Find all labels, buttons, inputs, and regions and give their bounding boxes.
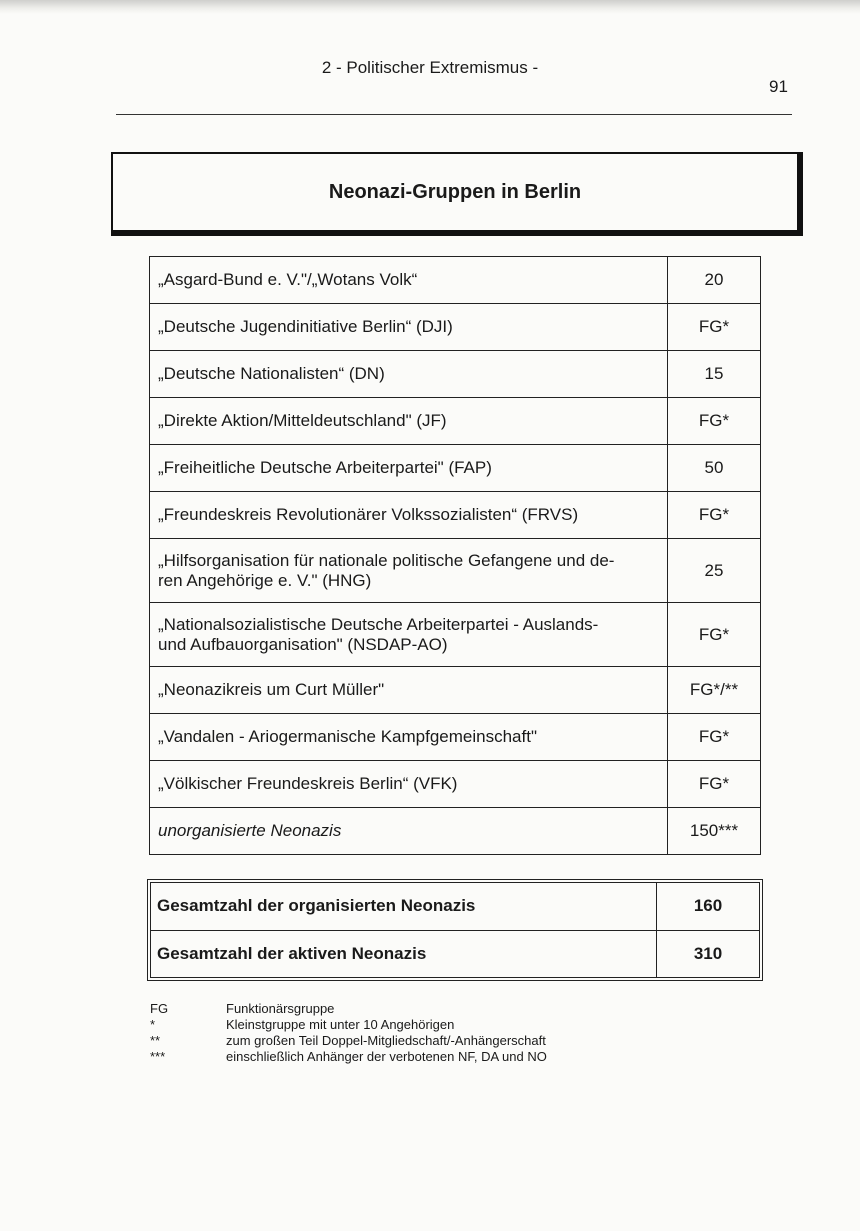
group-count: FG*	[668, 492, 761, 539]
legend-key: FG	[150, 1001, 169, 1016]
table-row	[150, 492, 761, 539]
legend	[150, 1001, 547, 1065]
group-name: unorganisierte Neonazis	[150, 808, 668, 855]
group-name: „Asgard-Bund e. V."/„Wotans Volk“	[150, 257, 668, 304]
legend-key: ***	[150, 1049, 166, 1064]
group-name	[150, 539, 668, 603]
legend-item	[150, 1017, 547, 1033]
title-box	[111, 152, 803, 236]
group-name: „Direkte Aktion/Mitteldeutschland" (JF)	[150, 398, 668, 445]
legend-text: zum großen Teil Doppel-Mitgliedschaft/-Anhängerschaft	[226, 1033, 546, 1048]
page-title: Neonazi-Gruppen in Berlin	[328, 180, 582, 203]
group-name: „Neonazikreis um Curt Müller"	[150, 667, 668, 714]
group-count: FG*	[668, 714, 761, 761]
group-name: „Deutsche Nationalisten“ (DN)	[150, 351, 668, 398]
totals-value: 310	[657, 930, 760, 978]
table-row	[150, 539, 761, 603]
group-name	[150, 603, 668, 667]
legend-item	[150, 1049, 547, 1065]
table-row	[150, 603, 761, 667]
group-count: FG*	[668, 304, 761, 351]
legend-text: einschließlich Anhänger der verbotenen NF, DA und NO	[226, 1049, 547, 1064]
table-row	[150, 304, 761, 351]
chapter-heading: 2 - Politischer Extremismus -	[321, 58, 539, 77]
legend-text: Funktionärsgruppe	[226, 1001, 335, 1016]
group-count: 25	[668, 539, 761, 603]
group-name-line: „Hilfsorganisation für nationale politische Gefangene und de-	[158, 550, 615, 570]
group-count: 15	[668, 351, 761, 398]
page-number: 91	[769, 77, 788, 96]
group-name-line: und Aufbauorganisation" (NSDAP-AO)	[158, 634, 448, 654]
totals-row	[151, 930, 760, 978]
totals-label: Gesamtzahl der organisierten Neonazis	[151, 883, 657, 931]
group-count: 20	[668, 257, 761, 304]
table-row	[150, 667, 761, 714]
totals-label: Gesamtzahl der aktiven Neonazis	[151, 930, 657, 978]
legend-key: *	[150, 1017, 156, 1032]
group-name: „Vandalen - Ariogermanische Kampfgemeinschaft"	[150, 714, 668, 761]
group-name: „Deutsche Jugendinitiative Berlin“ (DJI)	[150, 304, 668, 351]
totals-box	[147, 879, 763, 981]
group-count: FG*	[668, 603, 761, 667]
legend-item	[150, 1001, 547, 1017]
totals-value: 160	[657, 883, 760, 931]
table-row	[150, 761, 761, 808]
totals-table	[150, 882, 760, 978]
group-name: „Völkischer Freundeskreis Berlin“ (VFK)	[150, 761, 668, 808]
table-row	[150, 398, 761, 445]
table-row	[150, 808, 761, 855]
legend-item	[150, 1033, 547, 1049]
table-row	[150, 257, 761, 304]
group-name-line: „Nationalsozialistische Deutsche Arbeiterpartei - Auslands-	[158, 614, 599, 634]
header-divider	[116, 114, 792, 115]
group-count: 50	[668, 445, 761, 492]
group-name: „Freiheitliche Deutsche Arbeiterpartei" (FAP)	[150, 445, 668, 492]
legend-key: **	[150, 1033, 161, 1048]
group-count: FG*	[668, 761, 761, 808]
groups-table	[149, 256, 761, 855]
table-row	[150, 445, 761, 492]
group-count: 150***	[668, 808, 761, 855]
totals-row	[151, 883, 760, 931]
table-row	[150, 714, 761, 761]
group-count: FG*/**	[668, 667, 761, 714]
table-row	[150, 351, 761, 398]
group-count: FG*	[668, 398, 761, 445]
scan-edge	[0, 0, 860, 14]
group-name: „Freundeskreis Revolutionärer Volkssozialisten“ (FRVS)	[150, 492, 668, 539]
group-name-line: ren Angehörige e. V." (HNG)	[158, 570, 372, 590]
legend-text: Kleinstgruppe mit unter 10 Angehörigen	[226, 1017, 455, 1032]
